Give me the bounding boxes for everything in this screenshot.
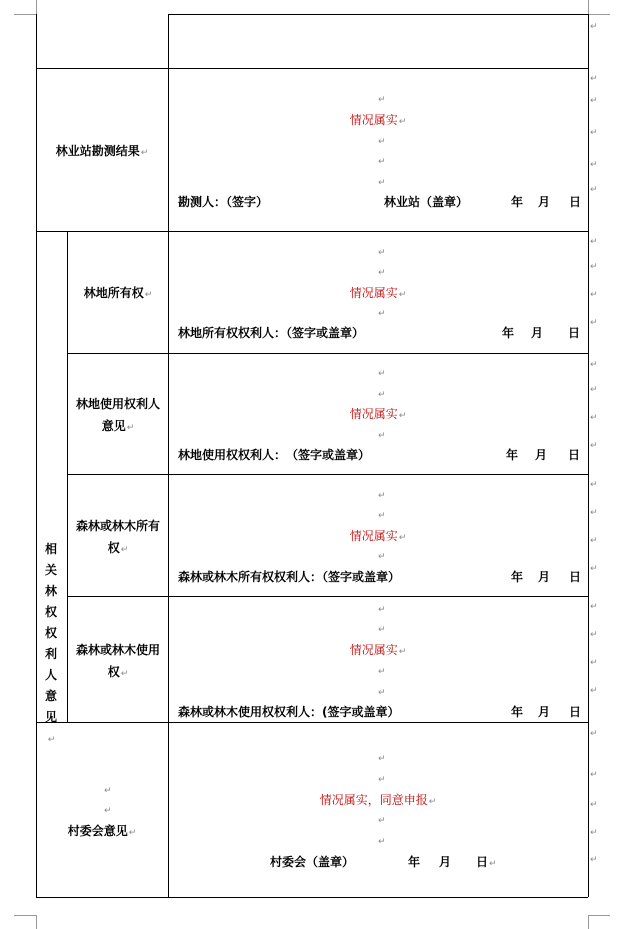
- paragraph-mark: [590, 658, 598, 668]
- paragraph-mark: [590, 602, 598, 612]
- paragraph-mark: [378, 309, 386, 319]
- paragraph-mark: [590, 128, 598, 138]
- paragraph-mark: [104, 806, 112, 816]
- row-label-forest-land-use-right: 林地使用权利人意见↵: [74, 393, 162, 439]
- paragraph-mark: [378, 605, 386, 615]
- station-seal: 林业站（盖章）: [384, 195, 469, 209]
- paragraph-mark: [378, 268, 386, 278]
- paragraph-mark: [378, 137, 386, 147]
- date-day: 日: [569, 705, 582, 719]
- crop-mark-top-left: [14, 14, 36, 15]
- paragraph-mark: [378, 431, 386, 441]
- date-day: 日: [569, 195, 582, 209]
- village-content: 情况属实，同意申报↵: [168, 793, 588, 810]
- paragraph-mark: [590, 630, 598, 640]
- paragraph-mark: [590, 160, 598, 170]
- date-day: 日: [568, 448, 581, 462]
- paragraph-mark: [378, 369, 386, 379]
- village-seal: 村委会（盖章）: [270, 855, 355, 869]
- row-label-forest-land-ownership: 林地所有权↵: [68, 286, 168, 303]
- paragraph-mark: [590, 74, 598, 84]
- paragraph-mark: [378, 178, 386, 188]
- paragraph-mark: [104, 786, 112, 796]
- table-rule: [67, 353, 588, 354]
- paragraph-mark: [590, 480, 598, 490]
- row-signer: 森林或林木使用权权利人：(签字或盖章）: [178, 705, 400, 719]
- paragraph-mark: [590, 385, 598, 395]
- table-rule: [168, 14, 169, 897]
- crop-mark-bottom-left: [36, 915, 37, 929]
- surveyor-signature: 勘测人：（签字）: [178, 195, 269, 209]
- date-month: 月: [538, 570, 551, 584]
- date-month: 月: [439, 855, 452, 869]
- paragraph-mark: [590, 22, 598, 32]
- date-year: 年: [506, 448, 519, 462]
- paragraph-mark: [590, 686, 598, 696]
- paragraph-mark: [590, 508, 598, 518]
- row-content: 情况属实↵: [168, 407, 588, 424]
- date-year: 年: [408, 855, 421, 869]
- table-rule: [36, 68, 588, 69]
- date-day: 日: [568, 326, 581, 340]
- date-day: 日↵: [476, 855, 497, 872]
- date-month: 月: [531, 326, 544, 340]
- paragraph-mark: [590, 770, 598, 780]
- paragraph-mark: [378, 667, 386, 677]
- paragraph-mark: [590, 237, 598, 247]
- paragraph-mark: [378, 491, 386, 501]
- row-signer: 林地使用权权利人： （签字或盖章）: [178, 448, 371, 462]
- row-signer: 林地所有权权利人：（签字或盖章）: [178, 326, 365, 340]
- table-rule: [588, 14, 589, 897]
- table-rule: [67, 596, 588, 597]
- village-label: 村委会意见↵: [36, 824, 168, 841]
- paragraph-mark: [378, 816, 386, 826]
- paragraph-mark: [378, 552, 386, 562]
- date-year: 年: [511, 705, 524, 719]
- row-signer: 森林或林木所有权权利人：（签字或盖章）: [178, 570, 401, 584]
- table-rule: [36, 231, 588, 232]
- paragraph-mark: [378, 95, 386, 105]
- table-rule: [67, 474, 588, 475]
- paragraph-mark: [590, 536, 598, 546]
- paragraph-mark: [378, 625, 386, 635]
- paragraph-mark: [378, 248, 386, 258]
- paragraph-mark: [590, 290, 598, 300]
- paragraph-mark: [590, 800, 598, 810]
- row-label-forest-ownership: 森林或林木所有权↵: [74, 515, 162, 561]
- crop-mark-bottom-left: [14, 915, 36, 916]
- paragraph-mark: [378, 390, 386, 400]
- date-day: 日: [569, 570, 582, 584]
- table-rule: [36, 722, 588, 723]
- paragraph-mark: [590, 729, 598, 739]
- date-month: 月: [538, 705, 551, 719]
- crop-mark-bottom-right: [588, 915, 589, 929]
- date-month: 月: [538, 195, 551, 209]
- related-label: 相关林权权利人意见↵: [44, 539, 58, 751]
- row-content: 情况属实↵: [168, 286, 588, 303]
- crop-mark-top-right: [588, 0, 589, 14]
- paragraph-mark: [378, 775, 386, 785]
- paragraph-mark: [378, 157, 386, 167]
- row-label-forest-use-right: 森林或林木使用权↵: [74, 639, 162, 685]
- paragraph-mark: [590, 318, 598, 328]
- table-rule: [36, 897, 588, 898]
- paragraph-mark: [590, 96, 598, 106]
- paragraph-mark: [590, 855, 598, 865]
- survey-label: 林业站勘测结果↵: [36, 144, 168, 161]
- paragraph-mark: [590, 828, 598, 838]
- date-year: 年: [511, 570, 524, 584]
- table-rule: [67, 231, 68, 722]
- survey-content: 情况属实↵: [168, 113, 588, 130]
- crop-mark-top-right: [588, 14, 610, 15]
- row-content: 情况属实↵: [168, 643, 588, 660]
- paragraph-mark: [378, 754, 386, 764]
- crop-mark-bottom-right: [588, 915, 610, 916]
- paragraph-mark: [378, 511, 386, 521]
- row-content: 情况属实↵: [168, 529, 588, 546]
- paragraph-mark: [590, 441, 598, 451]
- date-year: 年: [511, 195, 524, 209]
- date-month: 月: [535, 448, 548, 462]
- paragraph-mark: [590, 564, 598, 574]
- table-rule: [168, 14, 588, 15]
- paragraph-mark: [378, 837, 386, 847]
- paragraph-mark: [590, 262, 598, 272]
- date-year: 年: [502, 326, 515, 340]
- paragraph-mark: [590, 360, 598, 370]
- paragraph-mark: [590, 413, 598, 423]
- paragraph-mark: [590, 185, 598, 195]
- paragraph-mark: [378, 688, 386, 698]
- crop-mark-top-left: [36, 0, 37, 14]
